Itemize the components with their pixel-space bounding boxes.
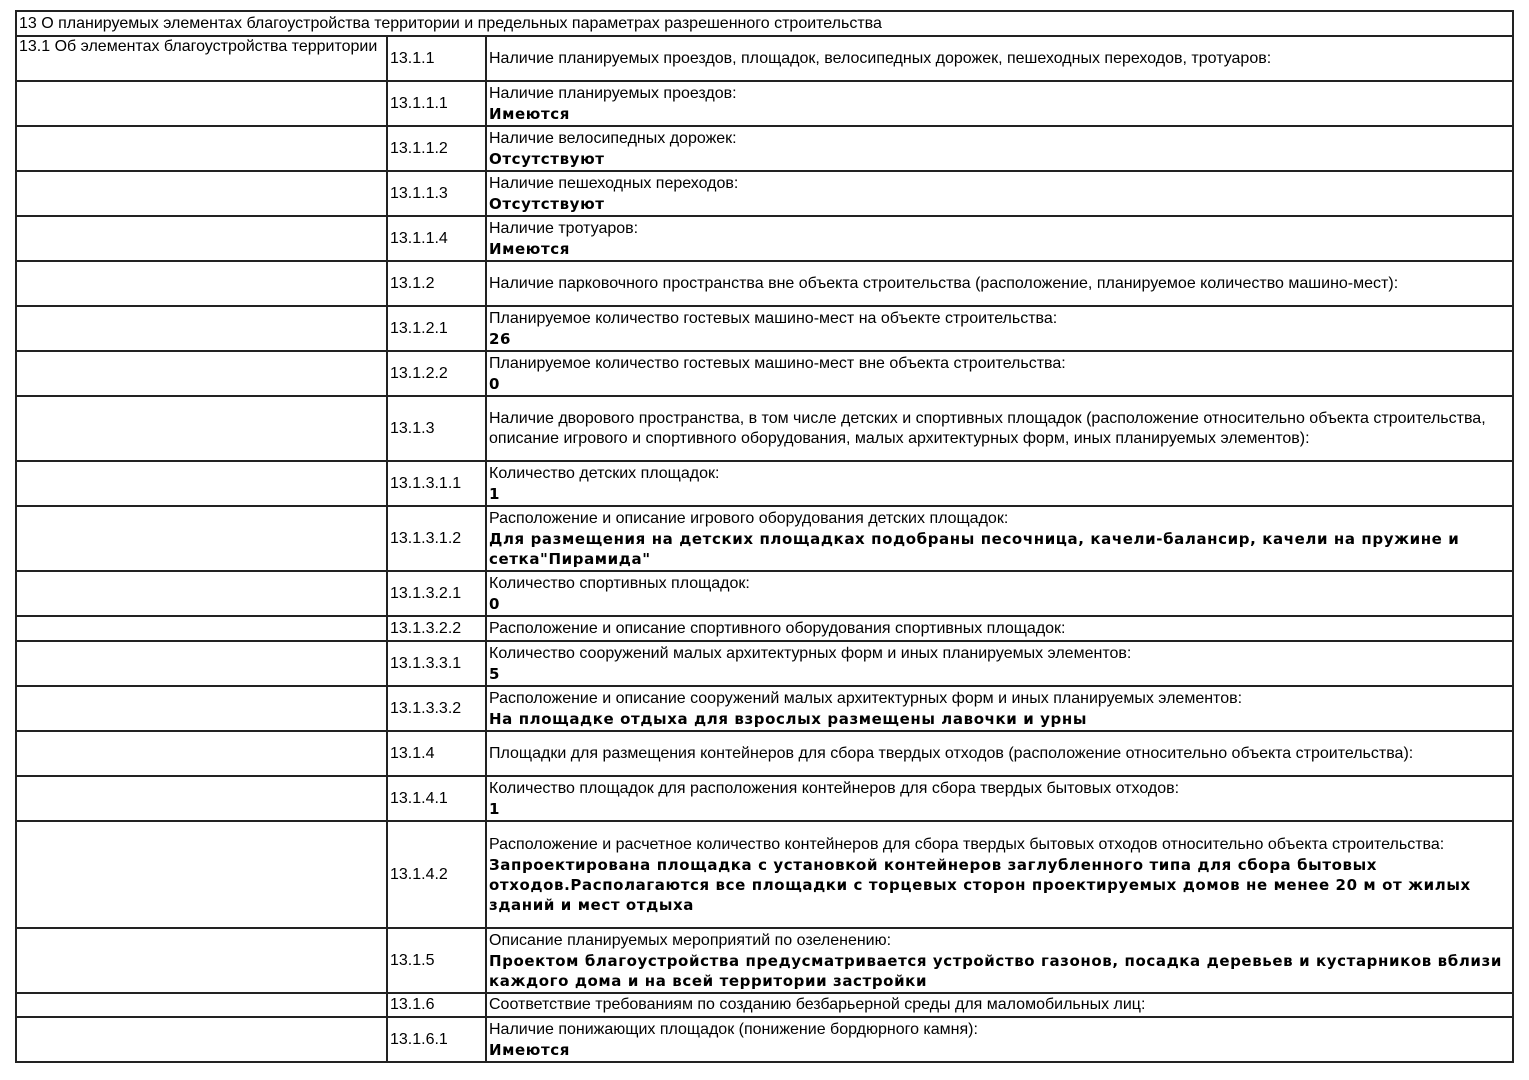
item-code: 13.1.6.1 [387,1017,486,1062]
item-code: 13.1.2 [387,261,486,306]
item-label: Планируемое количество гостевых машино-мест вне объекта строительства: [489,354,1066,372]
item-description [486,506,1513,571]
group-cell [16,506,387,571]
group-cell [16,461,387,506]
section-header-row [16,11,1513,36]
group-cell [16,126,387,171]
item-code: 13.1.1.1 [387,81,486,126]
item-code: 13.1.1.2 [387,126,486,171]
item-description [486,993,1513,1017]
item-label: Наличие понижающих площадок (понижение бордюрного камня): [489,1020,978,1038]
item-code: 13.1.5 [387,928,486,993]
item-label: Количество спортивных площадок: [489,574,750,592]
item-value: Отсутствуют [489,149,605,168]
item-code: 13.1.4.2 [387,821,486,928]
item-label: Описание планируемых мероприятий по озеленению: [489,931,892,949]
group-cell [16,616,387,641]
item-description [486,571,1513,616]
table-row [16,306,1513,351]
section-title: 13 О планируемых элементах благоустройства территории и предельных параметрах разрешенного строительства [16,11,1513,36]
item-label: Наличие тротуаров: [489,219,639,237]
table-row [16,641,1513,686]
group-cell [16,1017,387,1062]
group-cell [16,261,387,306]
item-description [486,776,1513,821]
table-row [16,396,1513,461]
group-cell [16,306,387,351]
item-description [486,686,1513,731]
item-label: Количество сооружений малых архитектурных форм и иных планируемых элементов: [489,644,1132,662]
item-code: 13.1.4.1 [387,776,486,821]
table-row [16,821,1513,928]
item-description [486,731,1513,776]
item-description [486,616,1513,641]
item-code: 13.1.2.1 [387,306,486,351]
item-label: Наличие планируемых проездов: [489,84,737,102]
table-row [16,928,1513,993]
item-value: Проектом благоустройства предусматривается устройство газонов, посадка деревьев и кустарников вблизи каждого дома и на всей территории застройки [489,951,1502,990]
group-cell [16,396,387,461]
item-label: Наличие планируемых проездов, площадок, велосипедных дорожек, пешеходных переходов, тротуаров: [489,49,1272,67]
table-row [16,776,1513,821]
item-code: 13.1.3.2.2 [387,616,486,641]
item-value: 0 [489,374,501,393]
table-row [16,126,1513,171]
item-value: Имеются [489,1040,570,1059]
item-description [486,461,1513,506]
item-label: Наличие велосипедных дорожек: [489,129,737,147]
item-code: 13.1.3.3.1 [387,641,486,686]
table-row [16,731,1513,776]
table-row [16,571,1513,616]
item-code: 13.1.1.4 [387,216,486,261]
item-label: Соответствие требованиям по созданию безбарьерной среды для маломобильных лиц: [489,996,1146,1013]
group-cell: 13.1 Об элементах благоустройства территории [16,36,387,81]
item-code: 13.1.3.1.2 [387,506,486,571]
item-label: Площадки для размещения контейнеров для сбора твердых отходов (расположение относительно объекта строительства): [489,744,1414,762]
item-code: 13.1.3.1.1 [387,461,486,506]
item-label: Расположение и расчетное количество контейнеров для сбора твердых бытовых отходов относительно объекта строительства: [489,835,1445,853]
table-row [16,81,1513,126]
item-value: На площадке отдыха для взрослых размещены лавочки и урны [489,709,1087,728]
item-label: Количество детских площадок: [489,464,720,482]
item-label: Планируемое количество гостевых машино-мест на объекте строительства: [489,309,1058,327]
item-value: 1 [489,484,501,503]
item-value: 5 [489,664,501,683]
group-cell [16,571,387,616]
group-cell [16,641,387,686]
table-row [16,506,1513,571]
table-row [16,1017,1513,1062]
item-value: 1 [489,799,501,818]
item-description [486,171,1513,216]
item-description [486,216,1513,261]
document-table [15,10,1514,1063]
item-value: Запроектирована площадка с установкой контейнеров заглубленного типа для сбора бытовых отходов.Располагаются все площадки с торцевых сторон проектируемых домов не менее 20 м от жилых зданий и мест отдыха [489,855,1471,914]
item-code: 13.1.1.3 [387,171,486,216]
item-description [486,641,1513,686]
item-code: 13.1.3 [387,396,486,461]
item-description [486,126,1513,171]
item-description [486,928,1513,993]
item-label: Расположение и описание сооружений малых архитектурных форм и иных планируемых элементов: [489,689,1243,707]
item-label: Расположение и описание игрового оборудования детских площадок: [489,509,1009,527]
group-cell [16,81,387,126]
table-row [16,36,1513,81]
item-description [486,36,1513,81]
item-label: Наличие пешеходных переходов: [489,174,739,192]
table-row [16,993,1513,1017]
item-value: Для размещения на детских площадках подобраны песочница, качели-балансир, качели на пружине и сетка"Пирамида" [489,529,1460,568]
item-description [486,396,1513,461]
item-code: 13.1.3.3.2 [387,686,486,731]
group-cell [16,731,387,776]
group-cell [16,216,387,261]
item-value: 26 [489,329,512,348]
table-row [16,171,1513,216]
item-label: Расположение и описание спортивного оборудования спортивных площадок: [489,619,1066,637]
table-row [16,261,1513,306]
item-code: 13.1.1 [387,36,486,81]
item-description [486,81,1513,126]
group-cell [16,993,387,1017]
item-label: Количество площадок для расположения контейнеров для сбора твердых бытовых отходов: [489,779,1180,797]
group-cell [16,776,387,821]
item-value: Имеются [489,104,570,123]
group-cell [16,821,387,928]
table-row [16,351,1513,396]
item-code: 13.1.4 [387,731,486,776]
table-row [16,686,1513,731]
item-value: Отсутствуют [489,194,605,213]
item-code: 13.1.2.2 [387,351,486,396]
group-cell [16,171,387,216]
table-row [16,616,1513,641]
item-value: Имеются [489,239,570,258]
table-row [16,216,1513,261]
item-description [486,1017,1513,1062]
item-description [486,306,1513,351]
item-code: 13.1.3.2.1 [387,571,486,616]
table-row [16,461,1513,506]
item-label: Наличие дворового пространства, в том числе детских и спортивных площадок (расположение относительно объекта строительства, описание игрового и спортивного оборудования, малых архитектурных форм, иных планируемых элементов): [489,409,1486,447]
group-cell [16,351,387,396]
item-description [486,351,1513,396]
item-code: 13.1.6 [387,993,486,1017]
item-value: 0 [489,594,501,613]
group-cell [16,686,387,731]
group-cell [16,928,387,993]
item-label: Наличие парковочного пространства вне объекта строительства (расположение, планируемое количество машино-мест): [489,274,1399,292]
item-description [486,821,1513,928]
item-description [486,261,1513,306]
